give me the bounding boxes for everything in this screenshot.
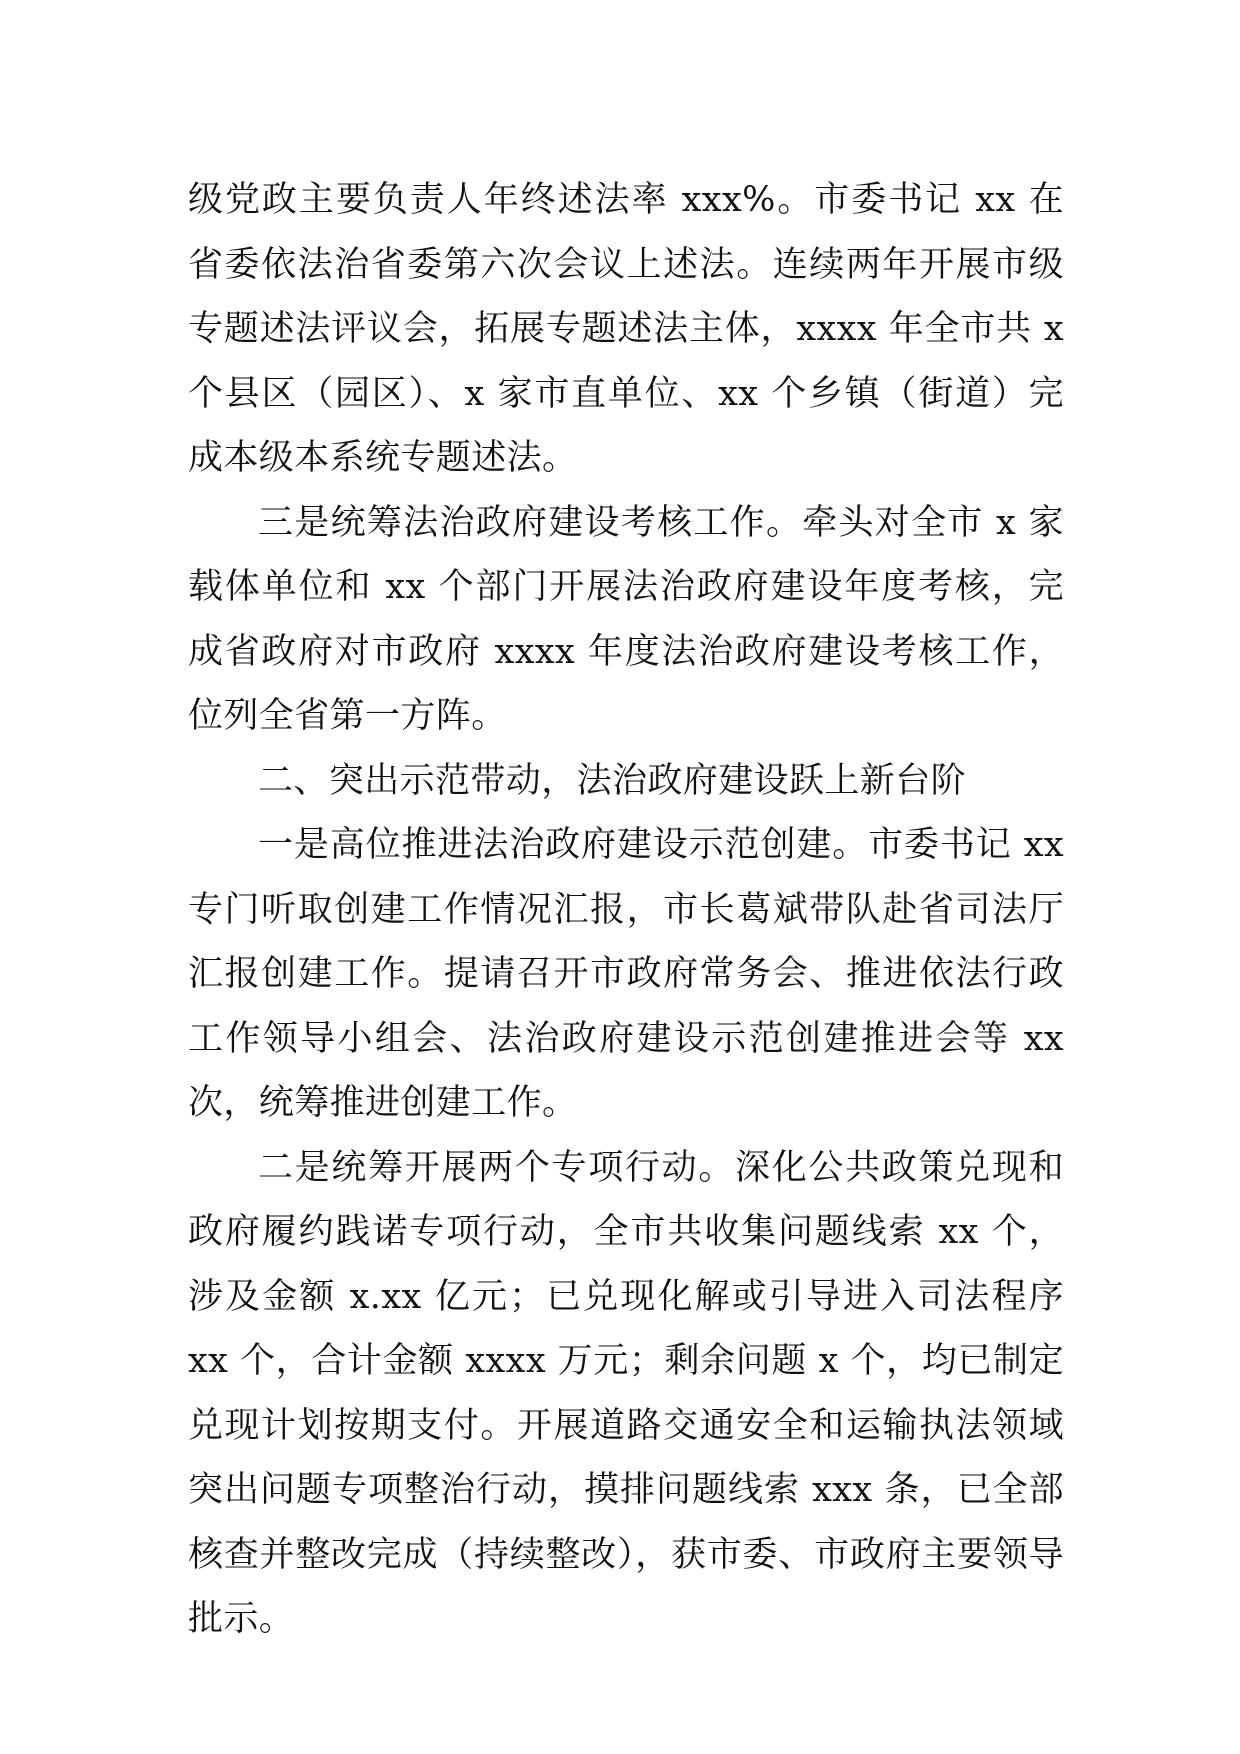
section-heading: 二、突出示范带动，法治政府建设跃上新台阶: [258, 760, 967, 801]
document-page: [188, 168, 1064, 1652]
paragraph-special-actions: 二是统筹开展两个专项行动。深化公共政策兑现和政府履约践诺专项行动，全市共收集问题线索 xx 个，涉及金额 x.xx 亿元；已兑现化解或引导进入司法程序 xx 个，合计金额 xxxx 万元；剩余问题 x 个，均已制定兑现计划按期支付。开展道路交通安全和运输执法领域突出问题专项整治行动，摸排问题线索 xxx 条，已全部核查并整改完成（持续整改），获市委、市政府主要领导批示。: [188, 1147, 1064, 1639]
paragraph-assessment: 三是统筹法治政府建设考核工作。牵头对全市 x 家载体单位和 xx 个部门开展法治政府建设年度考核，完成省政府对市政府 xxxx 年度法治政府建设考核工作，位列全省第一方阵。: [188, 502, 1064, 736]
paragraph-continuation: 级党政主要负责人年终述法率 xxx%。市委书记 xx 在省委依法治省委第六次会议上述法。连续两年开展市级专题述法评议会，拓展专题述法主体，xxxx 年全市共 x 个县区（园区）、x 家市直单位、xx 个乡镇（街道）完成本级本系统专题述法。: [188, 180, 1064, 478]
paragraph-demonstration: 一是高位推进法治政府建设示范创建。市委书记 xx 专门听取创建工作情况汇报，市长葛斌带队赴省司法厅汇报创建工作。提请召开市政府常务会、推进依法行政工作领导小组会、法治政府建设示范创建推进会等 xx 次，统筹推进创建工作。: [188, 825, 1064, 1123]
